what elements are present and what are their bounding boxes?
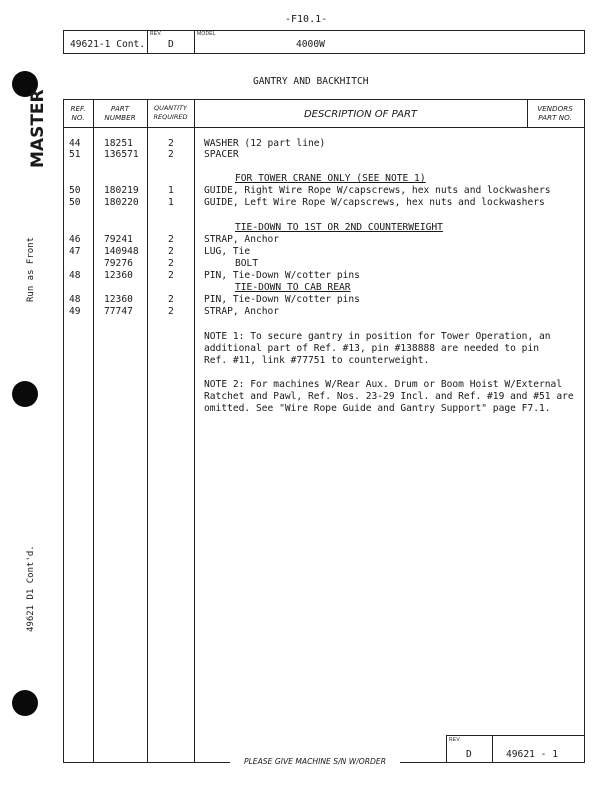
footer-doc-number: 49621 - 1 <box>506 749 558 760</box>
row-5-part: 180220 <box>104 197 139 208</box>
row-7-qty: 2 <box>168 234 174 245</box>
section-title: GANTRY AND BACKHITCH <box>253 76 369 87</box>
col-header-qty: QUANTITY REQUIRED <box>153 104 188 121</box>
row-2-part: 136571 <box>104 149 139 160</box>
row-4-qty: 1 <box>168 185 174 196</box>
note-1: NOTE 1: To secure gantry in position for Tower Operation, an additional part of Ref. #13, pin #138888 are needed to pin Ref. #11, link #77751 to counterweight. <box>204 331 551 366</box>
row-9-part: 79276 <box>104 258 133 269</box>
row-13-part: 77747 <box>104 306 133 317</box>
row-5-ref: 50 <box>69 197 81 208</box>
header-model-label: MODEL <box>197 31 216 37</box>
row-12-desc: PIN, Tie-Down W/cotter pins <box>204 294 360 305</box>
row-7-part: 79241 <box>104 234 133 245</box>
run-as-front: Run as Front <box>26 236 36 302</box>
row-4-desc: GUIDE, Right Wire Rope W/capscrews, hex nuts and lockwashers <box>204 185 551 196</box>
footer-rev-value: D <box>466 749 472 760</box>
footer-rev-label: REV. <box>449 737 462 743</box>
subheading-counterweight: TIE-DOWN TO 1ST OR 2ND COUNTERWEIGHT <box>235 222 443 233</box>
page-number: -F10.1- <box>285 14 328 25</box>
row-2-qty: 2 <box>168 149 174 160</box>
row-4-ref: 50 <box>69 185 81 196</box>
row-1-part: 18251 <box>104 138 133 149</box>
subheading-tower-crane: FOR TOWER CRANE ONLY (SEE NOTE 1) <box>235 173 426 184</box>
header-doc-number: 49621-1 Cont. <box>70 39 146 50</box>
row-5-qty: 1 <box>168 197 174 208</box>
row-12-ref: 48 <box>69 294 81 305</box>
subheading-cab-rear: TIE-DOWN TO CAB REAR <box>235 282 351 293</box>
master-stamp: MASTER <box>28 89 48 168</box>
row-8-desc: LUG, Tie <box>204 246 251 257</box>
row-9-qty: 2 <box>168 258 174 269</box>
row-1-ref: 44 <box>69 138 81 149</box>
row-13-qty: 2 <box>168 306 174 317</box>
row-10-qty: 2 <box>168 270 174 281</box>
row-7-desc: STRAP, Anchor <box>204 234 280 245</box>
header-rev-label: REV. <box>150 31 163 37</box>
col-header-ref: REF. NO. <box>70 104 86 122</box>
row-10-desc: PIN, Tie-Down W/cotter pins <box>204 270 360 281</box>
row-8-ref: 47 <box>69 246 81 257</box>
row-7-ref: 46 <box>69 234 81 245</box>
header-model-value: 4000W <box>296 39 325 50</box>
row-1-desc: WASHER (12 part line) <box>204 138 326 149</box>
row-8-qty: 2 <box>168 246 174 257</box>
row-1-qty: 2 <box>168 138 174 149</box>
row-12-qty: 2 <box>168 294 174 305</box>
row-8-part: 140948 <box>104 246 139 257</box>
binder-hole-3 <box>12 690 38 716</box>
header-rev-value: D <box>168 39 174 50</box>
doc-contd: 49621 D1 Cont'd. <box>26 545 36 632</box>
row-9-desc: BOLT <box>235 258 259 269</box>
row-5-desc: GUIDE, Left Wire Rope W/capscrews, hex nuts and lockwashers <box>204 197 545 208</box>
row-13-desc: STRAP, Anchor <box>204 306 280 317</box>
row-2-ref: 51 <box>69 149 81 160</box>
row-2-desc: SPACER <box>204 149 239 160</box>
col-header-vendor: VENDORS PART NO. <box>537 104 573 122</box>
row-12-part: 12360 <box>104 294 133 305</box>
row-13-ref: 49 <box>69 306 81 317</box>
row-10-ref: 48 <box>69 270 81 281</box>
col-header-desc: DESCRIPTION OF PART <box>303 109 418 120</box>
row-4-part: 180219 <box>104 185 139 196</box>
row-10-part: 12360 <box>104 270 133 281</box>
footer-instruction: PLEASE GIVE MACHINE S/N W/ORDER <box>244 757 386 766</box>
note-2: NOTE 2: For machines W/Rear Aux. Drum or Boom Hoist W/External Ratchet and Pawl, Ref. Nos. 23-29 Incl. and Ref. #19 and #51 are omitted. See "Wire Rope Guide and Gantry Support" page F7.1. <box>204 379 574 414</box>
binder-hole-2 <box>12 381 38 407</box>
col-header-part: PART NUMBER <box>104 104 136 122</box>
